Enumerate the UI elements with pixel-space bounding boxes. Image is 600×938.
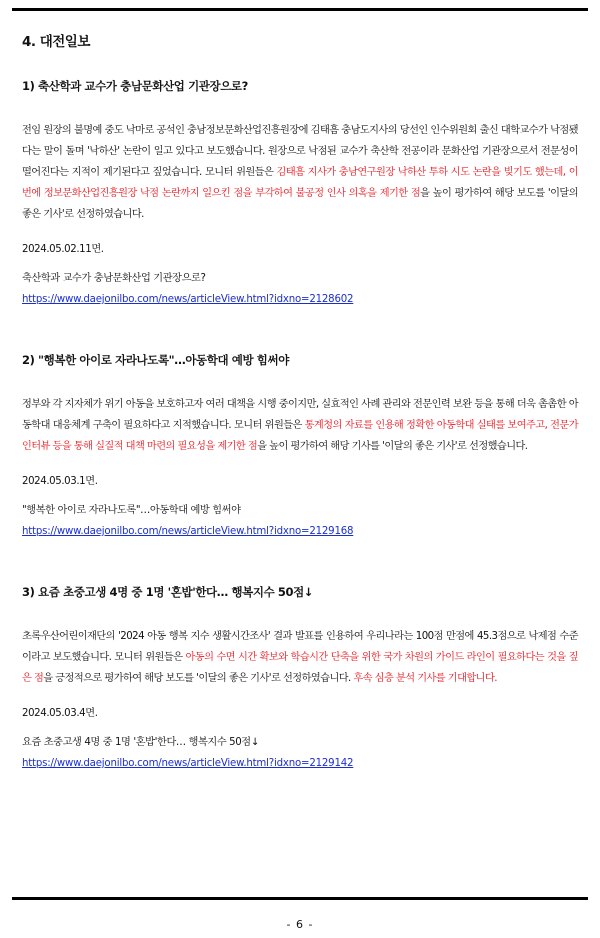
article-2 xyxy=(22,352,578,542)
article-title: 2) "행복한 아이로 자라나도록"…아동학대 예방 힘써야 xyxy=(22,353,289,367)
body-text: 초록우산어린이재단의 '2024 아동 행복 지수 생활시간조사' 결과 발표를 인용하여 우리나라는 100점 만점에 45.3점으로 낙제점 수준이라고 보도했습니다. 모니터 위원들은 xyxy=(22,631,578,663)
top-rule xyxy=(12,8,588,11)
bottom-rule xyxy=(12,897,588,900)
article-body xyxy=(22,394,578,457)
article-date-page: 2024.05.03.1면. xyxy=(22,476,98,487)
article-title: 3) 요즘 초중고생 4명 중 1명 '혼밥'한다… 행복지수 50점↓ xyxy=(22,585,314,599)
article-headline: 요즘 초중고생 4명 중 1명 '혼밥'한다… 행복지수 50점↓ xyxy=(22,737,259,748)
article-link[interactable]: https://www.daejonilbo.com/news/articleView.html?idxno=2129168 xyxy=(22,526,354,537)
body-highlight: 통계청의 자료를 인용해 정확한 아동학대 실태를 보여주고, 전문가 인터뷰 등을 통해 실질적 대책 마련의 필요성을 제기한 점 xyxy=(22,420,578,452)
body-highlight: 김태흠 지사가 충남연구원장 낙하산 투하 시도 논란을 빚기도 했는데, 이번에 정보문화산업진흥원장 낙점 논란까지 일으킨 점을 부각하여 불공정 인사 의혹을 제기한 점 xyxy=(22,167,578,199)
article-link[interactable]: https://www.daejonilbo.com/news/articleView.html?idxno=2129142 xyxy=(22,758,354,769)
body-highlight: 후속 심층 분석 기사를 기대합니다. xyxy=(353,673,497,684)
body-text: 을 높이 평가하여 해당 보도를 '이달의 좋은 기사'로 선정하였습니다. xyxy=(22,188,579,220)
article-headline: 축산학과 교수가 충남문화산업 기관장으로? xyxy=(22,273,206,284)
article-headline: "행복한 아이로 자라나도록"…아동학대 예방 힘써야 xyxy=(22,505,241,516)
article-body xyxy=(22,120,578,225)
article-link[interactable]: https://www.daejonilbo.com/news/articleView.html?idxno=2128602 xyxy=(22,294,354,305)
body-highlight: 아동의 수면 시간 확보와 학습시간 단축을 위한 국가 차원의 가이드 라인이 필요하다는 것을 짚은 점 xyxy=(22,652,578,684)
body-text: 전임 원장의 불명예 중도 낙마로 공석인 충남정보문화산업진흥원장에 김태흠 충남도지사의 당선인 인수위원회 출신 대학교수가 낙점됐다는 말이 돌며 '낙하산' 논란이 일고 있다고 보도했습니다. 원장으로 낙점된 교수가 축산학 전공이라 문화산업 기관장으로서 전문성이 떨어진다는 지적이 제기된다고 짚었습니다. 모니터 위원들은 xyxy=(22,125,578,178)
article-3 xyxy=(22,584,578,774)
page-number: - 6 - xyxy=(286,918,314,931)
article-1 xyxy=(22,78,578,310)
body-text: 정부와 각 지자체가 위기 아동을 보호하고자 여러 대책을 시행 중이지만, 실효적인 사례 관리와 전문인력 보완 등을 통해 더욱 촘촘한 아동학대 대응체계 구축이 필요하다고 지적했습니다. 모니터 위원들은 xyxy=(22,399,578,431)
article-date-page: 2024.05.02.11면. xyxy=(22,244,104,255)
article-title: 1) 축산학과 교수가 충남문화산업 기관장으로? xyxy=(22,79,248,93)
section-title: 4. 대전일보 xyxy=(22,34,90,50)
body-text: 을 높이 평가하여 해당 기사를 '이달의 좋은 기사'로 선정했습니다. xyxy=(257,441,528,452)
article-body xyxy=(22,626,578,689)
body-text: 을 긍정적으로 평가하여 해당 보도를 '이달의 좋은 기사'로 선정하였습니다. xyxy=(43,673,354,684)
article-date-page: 2024.05.03.4면. xyxy=(22,708,98,719)
